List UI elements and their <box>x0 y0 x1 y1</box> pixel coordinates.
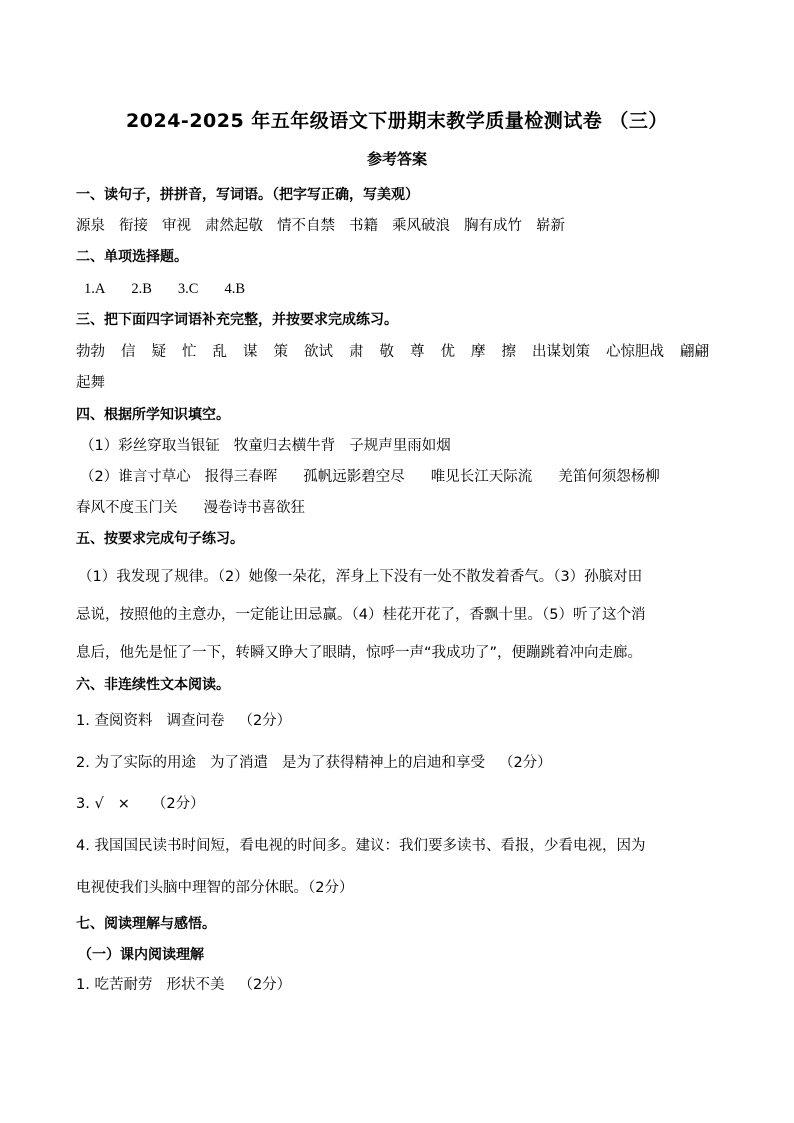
poem-line: 唯见长江天际流 <box>430 469 533 485</box>
section-4-line1 <box>80 436 730 456</box>
fill-word: 乱 <box>212 344 227 360</box>
section-5-text-line2: 忌说，按照他的主意办，一定能让田忌赢。（4）桂花开花了，香飘十里。（5）听了这个消 <box>76 607 646 623</box>
section-6-q4-line1: 4. 我国国民读书时间短，看电视的时间多。建议：我们要多读书、看报，少看电视，因为 <box>76 838 646 854</box>
fill-word: 敬 <box>379 344 394 360</box>
poem-line: 牧童归去横牛背 <box>233 438 336 454</box>
answer-part: 2. 为了实际的用途 <box>76 755 196 771</box>
poem-line: 报得三春晖 <box>204 469 278 485</box>
section-6-q4-line2: 电视使我们头脑中理智的部分休眠。（2分） <box>76 880 354 896</box>
score-label: （2分） <box>498 755 552 771</box>
section-5-heading: 五、按要求完成句子练习。 <box>76 531 244 547</box>
fill-word: 疑 <box>151 344 166 360</box>
section-3-answers-line2: 起舞 <box>76 375 105 391</box>
answer-word: 源泉 <box>76 218 105 234</box>
page-title: 2024-2025 年五年级语文下册期末教学质量检测试卷 （三） <box>126 110 668 132</box>
answer-part: 是为了获得精神上的启迪和享受 <box>281 755 485 771</box>
section-3-answers-line1 <box>76 342 726 362</box>
section-5-text-line3: 息后，他先是怔了一下，转瞬又睁大了眼睛，惊呼一声“我成功了”，便蹦跳着冲向走廊。 <box>76 645 643 661</box>
choice-answer: 4.B <box>224 281 245 297</box>
fill-word: 信 <box>121 344 136 360</box>
section-4-heading: 四、根据所学知识填空。 <box>76 407 230 423</box>
score-label: （2分） <box>238 713 292 729</box>
answer-word: 崭新 <box>536 218 565 234</box>
section-6-q3 <box>76 794 726 814</box>
section-7-heading: 七、阅读理解与感悟。 <box>76 916 216 932</box>
poem-line: 漫卷诗书喜欲狂 <box>203 500 305 516</box>
fill-word: 肃 <box>349 344 364 360</box>
poem-line: 羌笛何须怨杨柳 <box>558 469 660 485</box>
section-7-q1 <box>76 975 726 995</box>
answer-part: 1. 查阅资料 <box>76 713 153 729</box>
fill-word: 擦 <box>501 344 516 360</box>
answer-word: 书籍 <box>349 218 378 234</box>
answer-part: × <box>117 796 130 812</box>
poem-line: （2）谁言寸草心 <box>80 469 191 485</box>
section-1-answers <box>76 216 726 236</box>
poem-line: 子规声里雨如烟 <box>349 438 451 454</box>
answer-word: 肃然起敬 <box>205 218 263 234</box>
choice-answer: 1.A <box>84 281 106 297</box>
section-4-line3 <box>76 498 726 518</box>
poem-line: （1）彩丝穿取当银钲 <box>80 438 220 454</box>
section-6-q1 <box>76 711 726 731</box>
answer-word: 衔接 <box>119 218 148 234</box>
fill-word: 策 <box>273 344 288 360</box>
poem-line: 孤帆远影碧空尽 <box>303 469 405 485</box>
answer-part: 形状不美 <box>166 977 225 993</box>
choice-answer: 3.C <box>177 281 199 297</box>
answer-part: 调查问卷 <box>166 713 225 729</box>
score-label: （2分） <box>238 977 292 993</box>
section-2-heading: 二、单项选择题。 <box>76 249 188 265</box>
fill-word: 翩翩 <box>680 344 709 360</box>
choice-answer: 2.B <box>131 281 152 297</box>
score-label: （2分） <box>151 796 205 812</box>
answer-part: 3. √ <box>76 796 104 812</box>
fill-word: 优 <box>440 344 455 360</box>
section-2-answers <box>84 279 734 299</box>
answer-part: 为了消遣 <box>209 755 268 771</box>
section-5-text-line1: （1）我发现了规律。（2）她像一朵花，浑身上下没有一处不散发着香气。（3）孙膑对田 <box>78 569 643 585</box>
section-6-q2 <box>76 753 726 773</box>
fill-word: 出谋划策 <box>532 344 590 360</box>
fill-word: 尊 <box>410 344 425 360</box>
answer-word: 审视 <box>162 218 191 234</box>
section-6-heading: 六、非连续性文本阅读。 <box>76 677 230 693</box>
section-3-heading: 三、把下面四字词语补充完整，并按要求完成练习。 <box>76 312 398 328</box>
fill-word: 心惊胆战 <box>606 344 664 360</box>
answer-word: 乘风破浪 <box>392 218 450 234</box>
fill-word: 忙 <box>182 344 197 360</box>
answer-word: 胸有成竹 <box>464 218 522 234</box>
section-4-line2 <box>80 467 730 487</box>
fill-word: 勃勃 <box>76 344 105 360</box>
section-1-heading: 一、读句子，拼拼音，写词语。（把字写正确，写美观） <box>76 187 419 203</box>
section-7-subheading: （一）课内阅读理解 <box>78 947 204 963</box>
page-subtitle: 参考答案 <box>366 150 427 168</box>
poem-line: 春风不度玉门关 <box>76 500 178 516</box>
fill-word: 欲试 <box>304 344 333 360</box>
fill-word: 摩 <box>471 344 486 360</box>
answer-part: 1. 吃苦耐劳 <box>76 977 153 993</box>
fill-word: 谋 <box>243 344 258 360</box>
answer-word: 情不自禁 <box>277 218 335 234</box>
